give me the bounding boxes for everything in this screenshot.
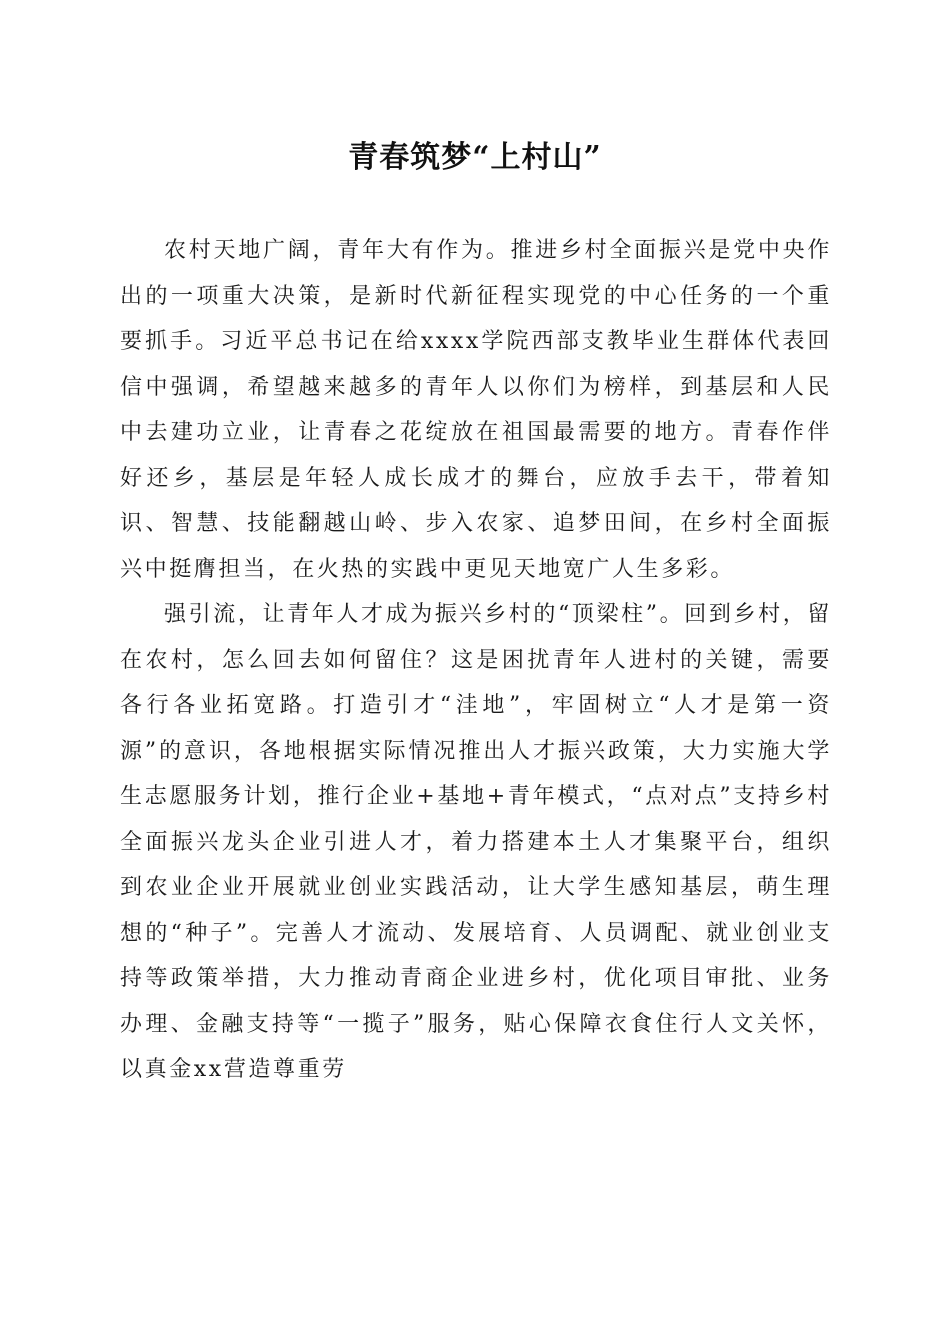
paragraph-2: 强引流，让青年人才成为振兴乡村的“顶梁柱”。回到乡村，留在农村，怎么回去如何留住？这是困扰青年人进村的关键，需要各行各业拓宽路。打造引才“洼地”，牢固树立“人才是第一资源”的意识，各地根据实际情况推出人才振兴政策，大力实施大学生志愿服务计划，推行企业+基地+青年模式，“点对点”支持乡村全面振兴龙头企业引进人才，着力搭建本土人才集聚平台，组织到农业企业开展就业创业实践活动，让大学生感知基层，萌生理想的“种子”。完善人才流动、发展培育、人员调配、就业创业支持等政策举措，大力推动青商企业进乡村，优化项目审批、业务办理、金融支持等“一揽子”服务，贴心保障衣食住行人文关怀，以真金xx营造尊重劳 xyxy=(120,602,832,1082)
document-body xyxy=(120,228,832,1093)
paragraph-1: 农村天地广阔，青年大有作为。推进乡村全面振兴是党中央作出的一项重大决策，是新时代新征程实现党的中心任务的一个重要抓手。习近平总书记在给xxxx学院西部支教毕业生群体代表回信中强调，希望越来越多的青年人以你们为榜样，到基层和人民中去建功立业，让青春之花绽放在祖国最需要的地方。青春作伴好还乡，基层是年轻人成长成才的舞台，应放手去干，带着知识、智慧、技能翻越山岭、步入农家、追梦田间，在乡村全面振兴中挺膺担当，在火热的实践中更见天地宽广人生多彩。 xyxy=(120,238,832,582)
document-title: 青春筑梦“上村山” xyxy=(348,140,602,175)
